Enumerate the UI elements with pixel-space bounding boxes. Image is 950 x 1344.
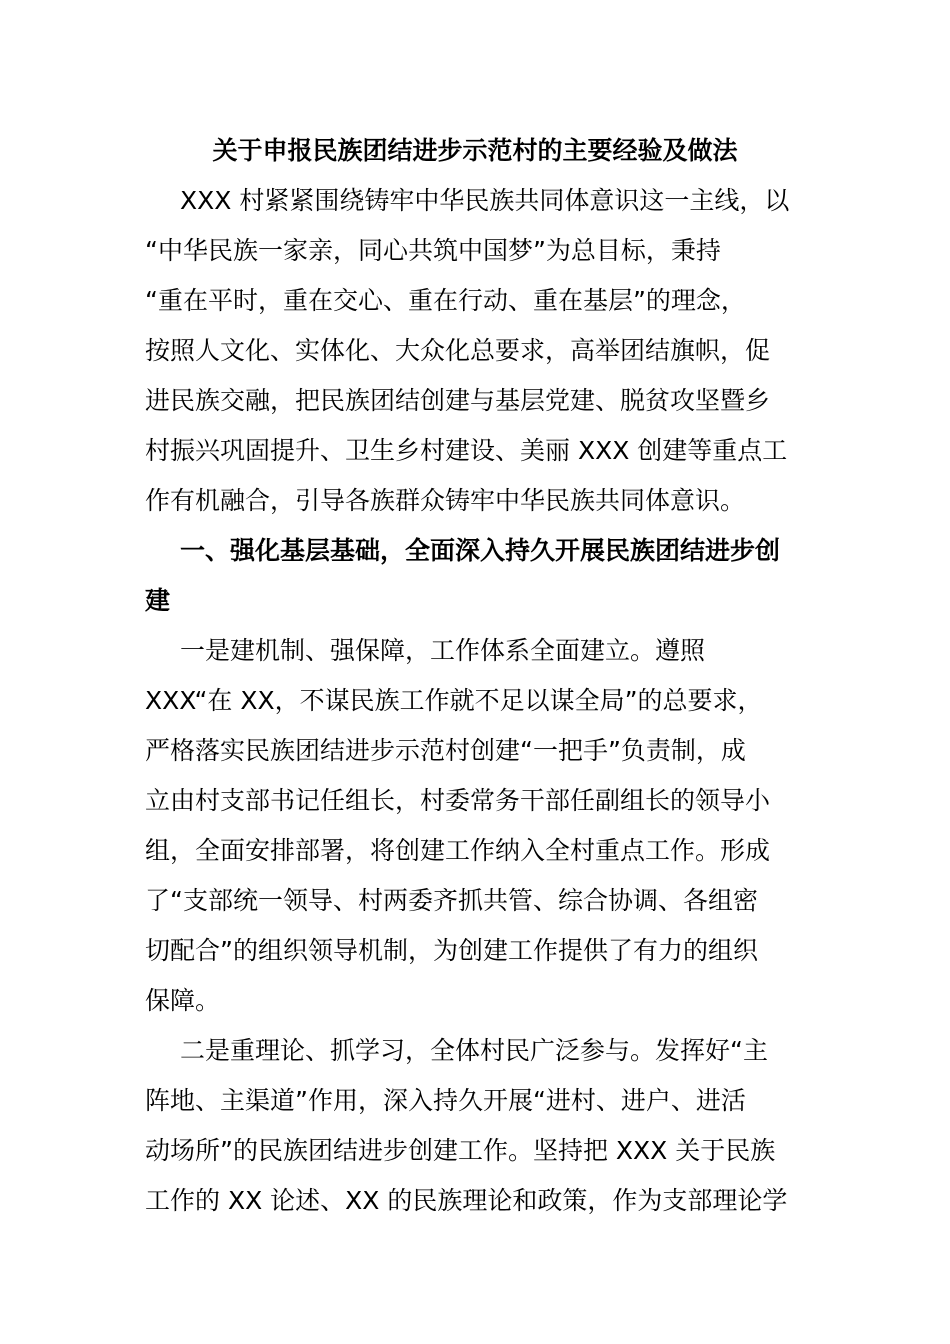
paragraph-line: 了“支部统一领导、村两委齐抓共管、综合协调、各组密: [145, 886, 758, 915]
paragraph-line: 组，全面安排部署，将创建工作纳入全村重点工作。形成: [145, 836, 771, 865]
paragraph-line: XXX 村紧紧围绕铸牢中华民族共同体意识这一主线，以: [180, 186, 790, 215]
paragraph-line: 村振兴巩固提升、卫生乡村建设、美丽 XXX 创建等重点工: [145, 436, 788, 465]
paragraph-line: XXX“在 XX，不谋民族工作就不足以谋全局”的总要求，: [145, 686, 763, 715]
section-heading: 建: [145, 586, 171, 615]
paragraph-line: 保障。: [145, 986, 221, 1015]
paragraph-line: 一是建机制、强保障，工作体系全面建立。遵照: [180, 636, 706, 665]
paragraph-line: “中华民族一家亲，同心共筑中国梦”为总目标，秉持: [145, 236, 721, 265]
paragraph-line: 按照人文化、实体化、大众化总要求，高举团结旗帜，促: [145, 336, 771, 365]
paragraph-line: 切配合”的组织领导机制，为创建工作提供了有力的组织: [145, 936, 758, 965]
paragraph-line: 严格落实民族团结进步示范村创建“一把手”负责制，成: [145, 736, 746, 765]
paragraph-line: 作有机融合，引导各族群众铸牢中华民族共同体意识。: [145, 486, 746, 515]
paragraph-line: 进民族交融，把民族团结创建与基层党建、脱贫攻坚暨乡: [145, 386, 771, 415]
document-title: 关于申报民族团结进步示范村的主要经验及做法: [212, 136, 738, 165]
paragraph-line: 动场所”的民族团结进步创建工作。坚持把 XXX 关于民族: [145, 1136, 776, 1165]
paragraph-line: 立由村支部书记任组长，村委常务干部任副组长的领导小: [145, 786, 771, 815]
paragraph-line: 阵地、主渠道”作用，深入持久开展“进村、进户、进活: [145, 1086, 746, 1115]
paragraph-line: 工作的 XX 论述、XX 的民族理论和政策，作为支部理论学: [145, 1186, 788, 1215]
paragraph-line: 二是重理论、抓学习，全体村民广泛参与。发挥好“主: [180, 1036, 768, 1065]
section-heading: 一、强化基层基础，全面深入持久开展民族团结进步创: [180, 536, 781, 565]
paragraph-line: “重在平时，重在交心、重在行动、重在基层”的理念，: [145, 286, 746, 315]
